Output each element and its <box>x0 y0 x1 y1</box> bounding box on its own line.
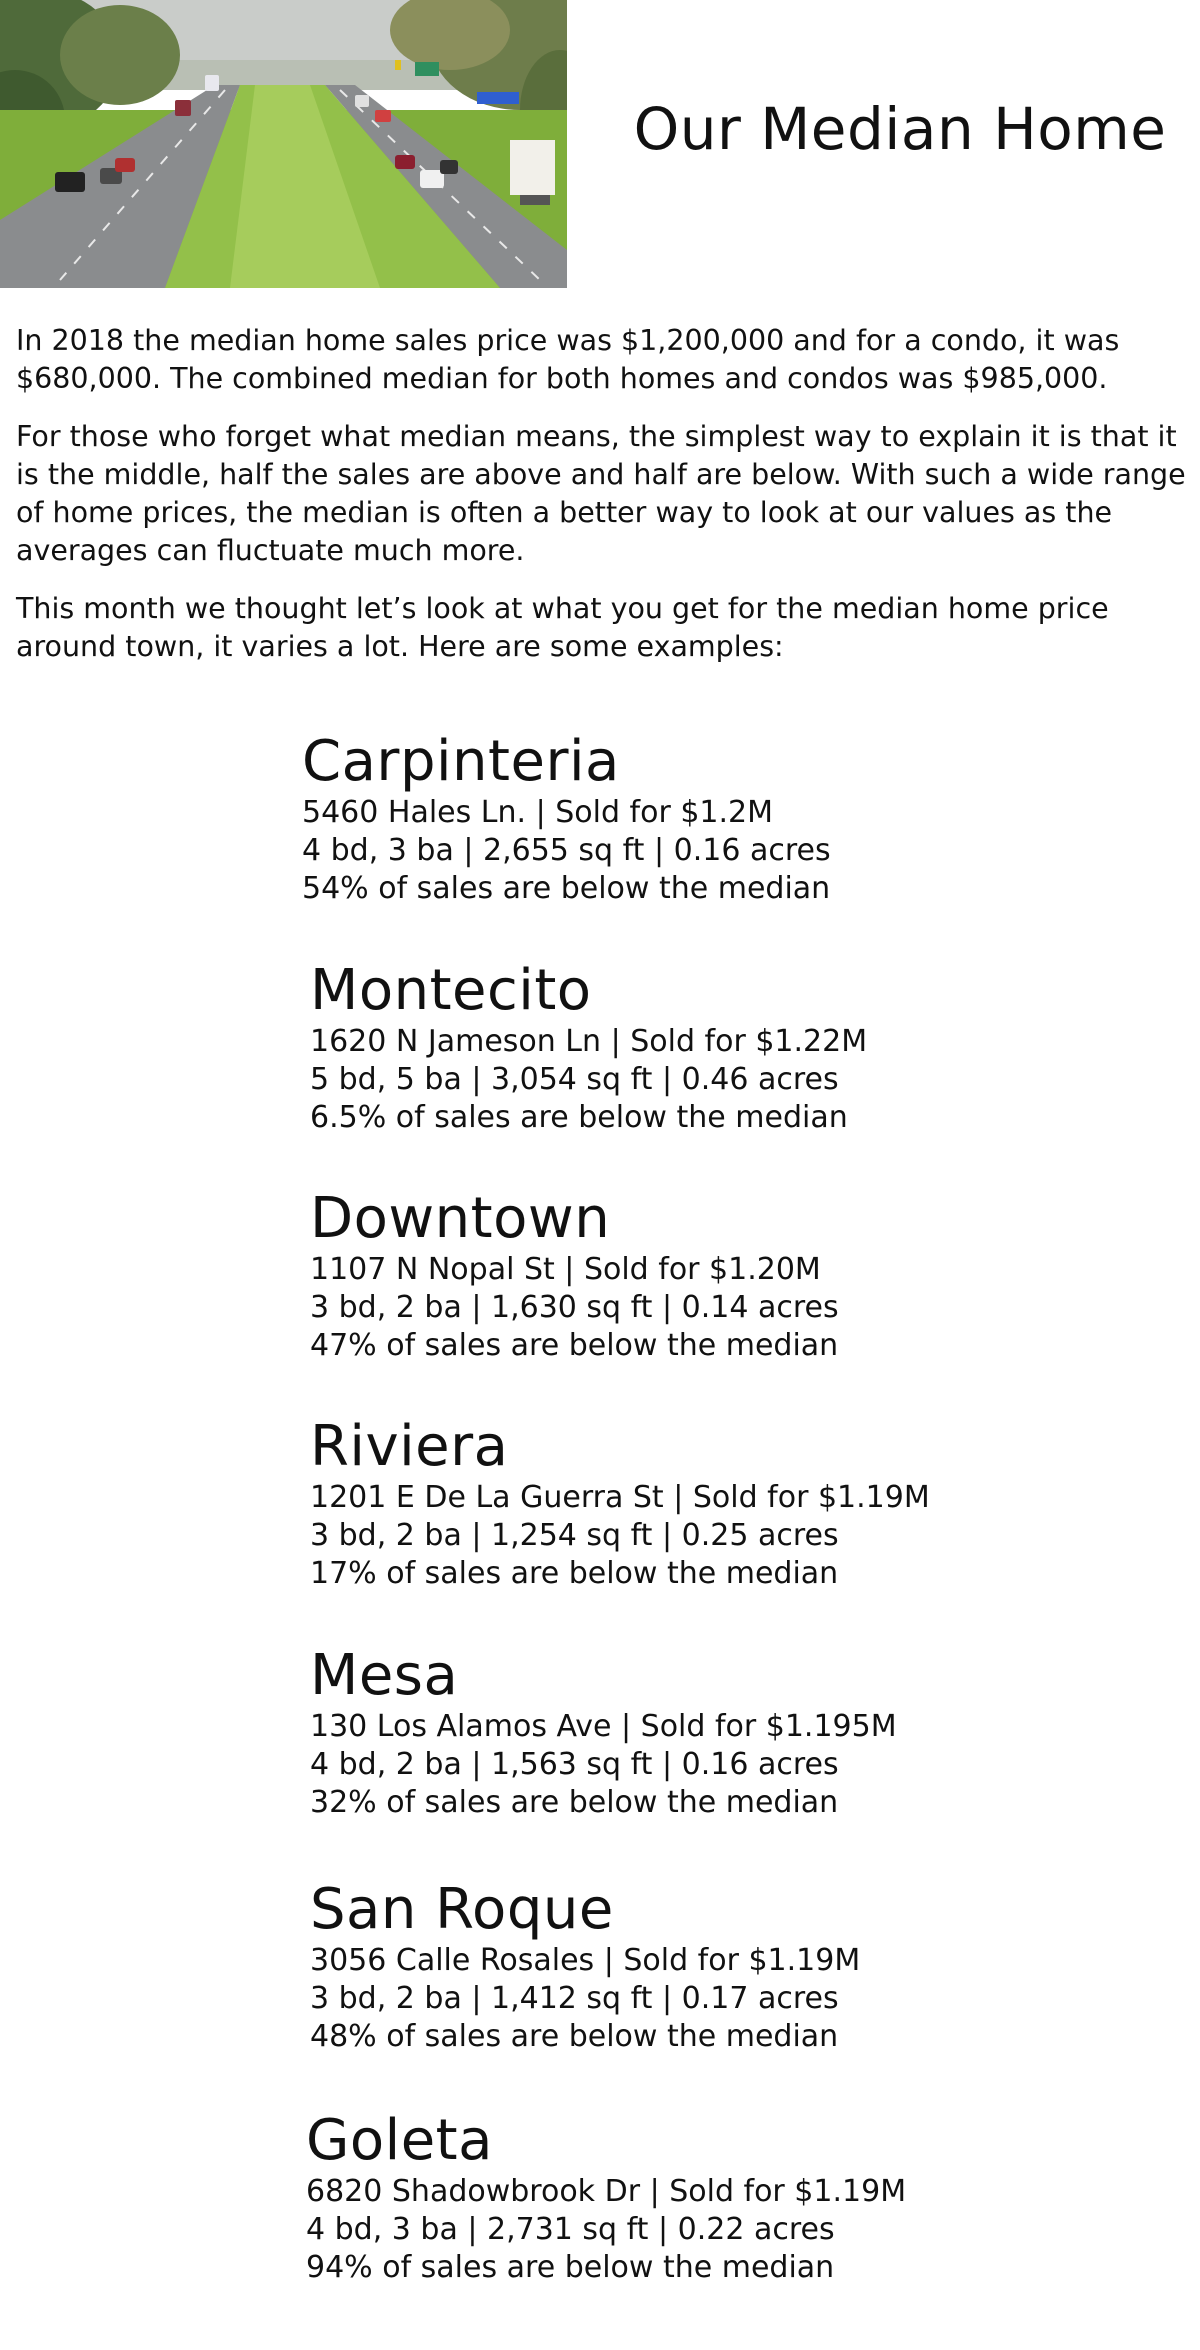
area-sale: 1107 N Nopal St | Sold for $1.20M <box>310 1252 821 1287</box>
area-details: 5 bd, 5 ba | 3,054 sq ft | 0.46 acres <box>310 1062 839 1097</box>
area-san-roque <box>310 1878 1200 2056</box>
area-name: Riviera <box>310 1414 509 1479</box>
area-sale: 6820 Shadowbrook Dr | Sold for $1.19M <box>306 2174 907 2209</box>
area-name: Downtown <box>310 1186 611 1251</box>
area-details: 3 bd, 2 ba | 1,412 sq ft | 0.17 acres <box>310 1981 839 2016</box>
area-sale: 5460 Hales Ln. | Sold for $1.2M <box>302 795 774 830</box>
area-percent: 54% of sales are below the median <box>302 871 831 906</box>
area-percent: 32% of sales are below the median <box>310 1785 839 1820</box>
area-percent: 47% of sales are below the median <box>310 1328 839 1363</box>
intro-paragraph: In 2018 the median home sales price was $1,200,000 and for a condo, it was $680,000. The combined median for both homes and condos was $985,000. <box>16 324 1120 395</box>
page-title: Our Median Home <box>633 95 1167 163</box>
area-details: 4 bd, 3 ba | 2,731 sq ft | 0.22 acres <box>306 2212 835 2247</box>
area-riviera <box>310 1415 1200 1593</box>
area-name: Carpinteria <box>302 729 620 794</box>
area-downtown <box>310 1187 1200 1365</box>
area-sale: 1620 N Jameson Ln | Sold for $1.22M <box>310 1024 868 1059</box>
area-sale: 1201 E De La Guerra St | Sold for $1.19M <box>310 1480 930 1515</box>
area-details: 3 bd, 2 ba | 1,254 sq ft | 0.25 acres <box>310 1518 839 1553</box>
area-name: San Roque <box>310 1877 614 1942</box>
intro-text <box>16 322 1188 686</box>
area-name: Montecito <box>310 958 592 1023</box>
area-montecito <box>310 959 1200 1137</box>
area-sale: 3056 Calle Rosales | Sold for $1.19M <box>310 1943 861 1978</box>
area-carpinteria <box>302 730 1200 908</box>
area-details: 4 bd, 3 ba | 2,655 sq ft | 0.16 acres <box>302 833 831 868</box>
area-percent: 48% of sales are below the median <box>310 2019 839 2054</box>
area-sale: 130 Los Alamos Ave | Sold for $1.195M <box>310 1709 897 1744</box>
area-name: Mesa <box>310 1643 459 1708</box>
area-percent: 17% of sales are below the median <box>310 1556 839 1591</box>
area-percent: 6.5% of sales are below the median <box>310 1100 848 1135</box>
area-goleta <box>306 2109 1200 2287</box>
area-percent: 94% of sales are below the median <box>306 2250 835 2285</box>
highway-photo <box>0 0 567 288</box>
intro-paragraph: For those who forget what median means, the simplest way to explain it is that it is the middle, half the sales are above and half are below. With such a wide range of home prices, the median is often a better way to look at our values as the averages can fluctuate much more. <box>16 420 1186 567</box>
intro-paragraph: This month we thought let’s look at what you get for the median home price around town, it varies a lot. Here are some examples: <box>16 592 1109 663</box>
area-details: 4 bd, 2 ba | 1,563 sq ft | 0.16 acres <box>310 1747 839 1782</box>
highway-photo-icon <box>0 0 567 288</box>
area-mesa <box>310 1644 1200 1822</box>
area-name: Goleta <box>306 2108 493 2173</box>
area-details: 3 bd, 2 ba | 1,630 sq ft | 0.14 acres <box>310 1290 839 1325</box>
